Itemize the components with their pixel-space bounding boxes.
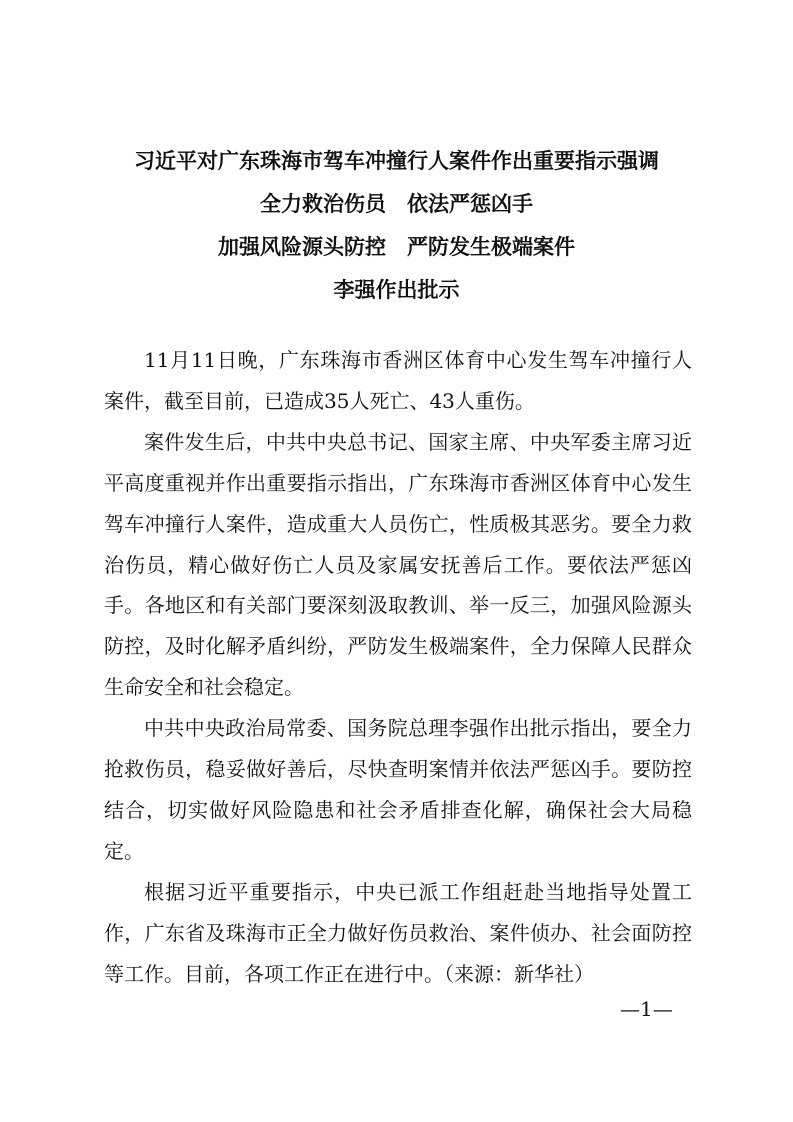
page-number: —1— bbox=[620, 997, 673, 1021]
paragraph-2: 案件发生后，中共中央总书记、国家主席、中央军委主席习近平高度重视并作出重要指示指出，广东珠海市香洲区体育中心发生驾车冲撞行人案件，造成重大人员伤亡，性质极其恶劣。要全力救治伤员，精心做好伤亡人员及家属安抚善后工作。要依法严惩凶手。各地区和有关部门要深刻汲取教训、举一反三，加强风险源头防控，及时化解矛盾纠纷，严防发生极端案件，全力保障人民群众生命安全和社会稳定。 bbox=[104, 429, 692, 700]
title-line-3: 加强风险源头防控 严防发生极端案件 bbox=[218, 235, 575, 259]
document-title bbox=[0, 140, 793, 312]
paragraph-4: 根据习近平重要指示，中央已派工作组赶赴当地指导处置工作，广东省及珠海市正全力做好伤员救治、案件侦办、社会面防控等工作。目前，各项工作正在进行中。（来源：新华社） bbox=[104, 879, 692, 986]
paragraph-3: 中共中央政治局常委、国务院总理李强作出批示指出，要全力抢救伤员，稳妥做好善后，尽快查明案情并依法严惩凶手。要防控结合，切实做好风险隐患和社会矛盾排查化解，确保社会大局稳定。 bbox=[104, 716, 692, 863]
title-line-4: 李强作出批示 bbox=[333, 278, 460, 302]
paragraph-1: 11月11日晚，广东珠海市香洲区体育中心发生驾车冲撞行人案件，截至目前，已造成35人死亡、43人重伤。 bbox=[104, 348, 692, 413]
title-line-1: 习近平对广东珠海市驾车冲撞行人案件作出重要指示强调 bbox=[134, 149, 659, 173]
title-line-2: 全力救治伤员 依法严惩凶手 bbox=[260, 192, 533, 216]
document-body bbox=[104, 340, 692, 995]
